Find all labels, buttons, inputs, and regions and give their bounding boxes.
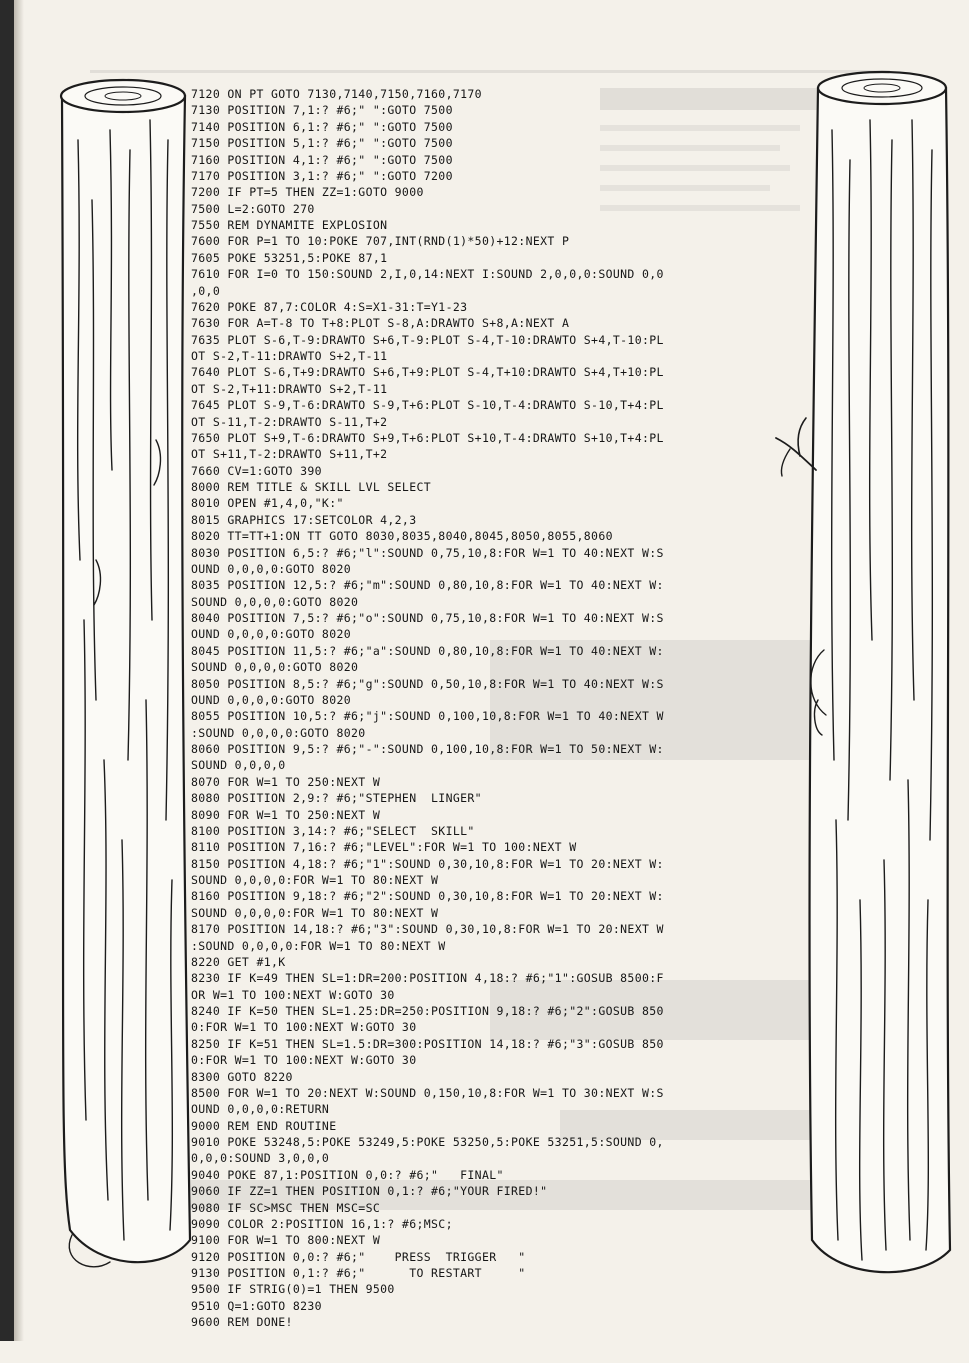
code-line: 7550 REM DYNAMITE EXPLOSION xyxy=(191,218,388,232)
code-line: 7645 PLOT S-9,T-6:DRAWTO S-9,T+6:PLOT S-10,T-4:DRAWTO S-10,T+4:PL xyxy=(191,398,664,413)
code-line xyxy=(191,1331,831,1347)
code-line: 9080 IF SC>MSC THEN MSC=SC xyxy=(191,1200,381,1215)
code-line: :SOUND 0,0,0,0:FOR W=1 TO 80:NEXT W xyxy=(191,938,446,953)
code-line: SOUND 0,0,0,0:FOR W=1 TO 80:NEXT W xyxy=(191,873,439,887)
code-line: 9000 REM END ROUTINE xyxy=(191,1118,337,1133)
code-line: 8035 POSITION 12,5:? #6;"m":SOUND 0,80,10,8:FOR W=1 TO 40:NEXT W: xyxy=(191,578,664,593)
code-line: 7630 FOR A=T-8 TO T+8:PLOT S-8,A:DRAWTO S+8,A:NEXT A xyxy=(191,316,570,331)
code-line: 7150 POSITION 5,1:? #6;" ":GOTO 7500 xyxy=(191,136,453,151)
code-line: 7600 FOR P=1 TO 10:POKE 707,INT(RND(1)*50)+12:NEXT P xyxy=(191,234,570,249)
code-line: 8110 POSITION 7,16:? #6;"LEVEL":FOR W=1 TO 100:NEXT W xyxy=(191,840,577,855)
code-line: 7620 POKE 87,7:COLOR 4:S=X1-31:T=Y1-23 xyxy=(191,299,468,314)
code-line: 0:FOR W=1 TO 100:NEXT W:GOTO 30 xyxy=(191,1053,417,1068)
code-line: 9060 IF ZZ=1 THEN POSITION 0,1:? #6;"YOUR FIRED!" xyxy=(191,1184,548,1199)
code-line: 7120 ON PT GOTO 7130,7140,7150,7160,7170 xyxy=(191,87,482,101)
code-line: 7170 POSITION 3,1:? #6;" ":GOTO 7200 xyxy=(191,168,453,183)
code-line: 8300 GOTO 8220 xyxy=(191,1069,293,1084)
code-line: 8000 REM TITLE & SKILL LVL SELECT xyxy=(191,480,432,494)
code-line: 7500 L=2:GOTO 270 xyxy=(191,201,315,216)
code-line: OUND 0,0,0,0:GOTO 8020 xyxy=(191,561,352,576)
code-line: :SOUND 0,0,0,0:GOTO 8020 xyxy=(191,725,366,740)
code-line: 8230 IF K=49 THEN SL=1:DR=200:POSITION 4,18:? #6;"1":GOSUB 8500:F xyxy=(191,971,664,986)
code-line: OT S+11,T-2:DRAWTO S+11,T+2 xyxy=(191,447,388,462)
code-line: 8060 POSITION 9,5:? #6;"-":SOUND 0,100,10,8:FOR W=1 TO 50:NEXT W: xyxy=(191,742,664,756)
code-line: 8090 FOR W=1 TO 250:NEXT W xyxy=(191,807,381,822)
code-line: 9040 POKE 87,1:POSITION 0,0:? #6;" FINAL" xyxy=(191,1167,504,1182)
code-line: OUND 0,0,0,0:GOTO 8020 xyxy=(191,627,352,642)
code-line: SOUND 0,0,0,0:GOTO 8020 xyxy=(191,594,359,609)
code-line: 7160 POSITION 4,1:? #6;" ":GOTO 7500 xyxy=(191,152,453,167)
left-log-icon xyxy=(61,80,190,1267)
code-line: 7650 PLOT S+9,T-6:DRAWTO S+9,T+6:PLOT S+10,T-4:DRAWTO S+10,T+4:PL xyxy=(191,430,664,445)
code-line: 9010 POKE 53248,5:POKE 53249,5:POKE 53250,5:POKE 53251,5:SOUND 0, xyxy=(191,1135,664,1149)
code-line: 8020 TT=TT+1:ON TT GOTO 8030,8035,8040,8045,8050,8055,8060 xyxy=(191,529,613,544)
code-line: 8150 POSITION 4,18:? #6;"1":SOUND 0,30,10,8:FOR W=1 TO 20:NEXT W: xyxy=(191,856,664,871)
code-line: 8240 IF K=50 THEN SL=1.25:DR=250:POSITION 9,18:? #6;"2":GOSUB 850 xyxy=(191,1004,664,1018)
code-line: 7610 FOR I=0 TO 150:SOUND 2,I,0,14:NEXT I:SOUND 2,0,0,0:SOUND 0,0 xyxy=(191,267,664,282)
code-line: 0,0,0:SOUND 3,0,0,0 xyxy=(191,1151,330,1166)
code-line: 7640 PLOT S-6,T+9:DRAWTO S+6,T+9:PLOT S-4,T+10:DRAWTO S+4,T+10:PL xyxy=(191,365,664,380)
code-line: 8050 POSITION 8,5:? #6;"g":SOUND 0,50,10,8:FOR W=1 TO 40:NEXT W:S xyxy=(191,676,664,691)
code-line: 8045 POSITION 11,5:? #6;"a":SOUND 0,80,10,8:FOR W=1 TO 40:NEXT W: xyxy=(191,643,664,658)
code-line: SOUND 0,0,0,0:FOR W=1 TO 80:NEXT W xyxy=(191,905,439,920)
code-line: 8250 IF K=51 THEN SL=1.5:DR=300:POSITION 14,18:? #6;"3":GOSUB 850 xyxy=(191,1036,664,1051)
code-line: OR W=1 TO 100:NEXT W:GOTO 30 xyxy=(191,987,395,1002)
basic-program-listing xyxy=(191,86,831,1363)
code-line: 8160 POSITION 9,18:? #6;"2":SOUND 0,30,10,8:FOR W=1 TO 20:NEXT W: xyxy=(191,889,664,904)
code-line xyxy=(191,1347,831,1363)
code-line: OT S-11,T-2:DRAWTO S-11,T+2 xyxy=(191,414,388,429)
code-line: SOUND 0,0,0,0:GOTO 8020 xyxy=(191,660,359,675)
code-line: OUND 0,0,0,0:GOTO 8020 xyxy=(191,692,352,707)
code-line: 9090 COLOR 2:POSITION 16,1:? #6;MSC; xyxy=(191,1216,453,1231)
code-line: 9510 Q=1:GOTO 8230 xyxy=(191,1298,322,1313)
code-line: 7200 IF PT=5 THEN ZZ=1:GOTO 9000 xyxy=(191,185,424,200)
code-line: SOUND 0,0,0,0 xyxy=(191,758,286,773)
code-line: 8015 GRAPHICS 17:SETCOLOR 4,2,3 xyxy=(191,512,417,527)
code-line: 8080 POSITION 2,9:? #6;"STEPHEN LINGER" xyxy=(191,791,482,806)
code-line: 8170 POSITION 14,18:? #6;"3":SOUND 0,30,10,8:FOR W=1 TO 20:NEXT W xyxy=(191,922,664,937)
code-line: 8040 POSITION 7,5:? #6;"o":SOUND 0,75,10,8:FOR W=1 TO 40:NEXT W:S xyxy=(191,611,664,625)
code-line: 8070 FOR W=1 TO 250:NEXT W xyxy=(191,774,381,789)
code-line: 9600 REM DONE! xyxy=(191,1315,293,1330)
code-line: 9100 FOR W=1 TO 800:NEXT W xyxy=(191,1233,381,1248)
code-line: 7660 CV=1:GOTO 390 xyxy=(191,463,322,478)
code-line: 8055 POSITION 10,5:? #6;"j":SOUND 0,100,10,8:FOR W=1 TO 40:NEXT W xyxy=(191,709,664,724)
code-line: 7605 POKE 53251,5:POKE 87,1 xyxy=(191,250,388,265)
code-line: 7140 POSITION 6,1:? #6;" ":GOTO 7500 xyxy=(191,119,453,134)
code-line: 8500 FOR W=1 TO 20:NEXT W:SOUND 0,150,10,8:FOR W=1 TO 30:NEXT W:S xyxy=(191,1085,664,1100)
code-line: 8220 GET #1,K xyxy=(191,954,286,969)
code-line: 8100 POSITION 3,14:? #6;"SELECT SKILL" xyxy=(191,823,475,838)
code-line: ,0,0 xyxy=(191,283,221,298)
code-line: 9120 POSITION 0,0:? #6;" PRESS TRIGGER " xyxy=(191,1249,526,1264)
code-line: OUND 0,0,0,0:RETURN xyxy=(191,1102,330,1117)
code-line: 8010 OPEN #1,4,0,"K:" xyxy=(191,496,344,511)
code-line: OT S-2,T+11:DRAWTO S+2,T-11 xyxy=(191,381,388,396)
code-line: OT S-2,T-11:DRAWTO S+2,T-11 xyxy=(191,349,388,363)
code-line: 9130 POSITION 0,1:? #6;" TO RESTART " xyxy=(191,1266,526,1280)
code-line: 0:FOR W=1 TO 100:NEXT W:GOTO 30 xyxy=(191,1020,417,1035)
code-line: 8030 POSITION 6,5:? #6;"l":SOUND 0,75,10,8:FOR W=1 TO 40:NEXT W:S xyxy=(191,545,664,560)
code-line: 9500 IF STRIG(0)=1 THEN 9500 xyxy=(191,1282,395,1297)
code-line: 7635 PLOT S-6,T-9:DRAWTO S+6,T-9:PLOT S-4,T-10:DRAWTO S+4,T-10:PL xyxy=(191,332,664,347)
code-line: 7130 POSITION 7,1:? #6;" ":GOTO 7500 xyxy=(191,103,453,118)
